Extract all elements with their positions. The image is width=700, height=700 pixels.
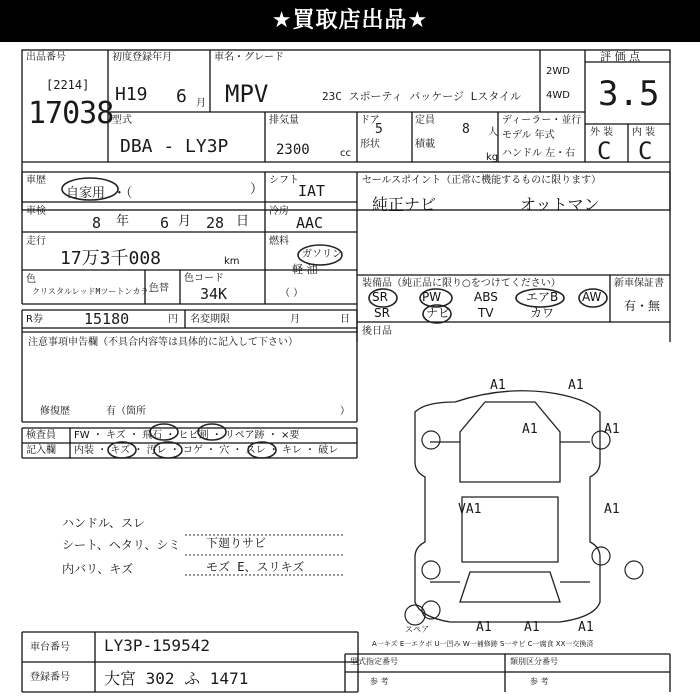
score-label: 評 価 点: [600, 50, 640, 63]
car-outline: [415, 391, 600, 622]
capacity-unit: 人: [488, 127, 498, 138]
warranty-value: 有・無: [624, 299, 661, 313]
warranty-label: 新車保証書: [614, 278, 664, 289]
notes-header: 注意事項申告欄（不具合内容等は具体的に記入して下さい）: [28, 337, 298, 348]
term-label: 名変期限: [190, 314, 230, 325]
equipment-item-row1-2: ABS: [474, 290, 498, 304]
lot-label: 出品番号: [26, 52, 66, 63]
inspection-year: 8: [92, 214, 102, 232]
handle-label: ハンドル 左・右: [502, 148, 576, 159]
remark-line-5: モズ E、スリキズ: [206, 560, 305, 574]
mileage-unit: km: [224, 256, 240, 267]
first-reg-era: H19: [115, 84, 148, 105]
fuel-paren: （ ）: [280, 288, 304, 299]
remark-line-2: シート、ヘタリ、シミ: [62, 538, 181, 552]
equipment-item-row1-3: エアB: [526, 290, 559, 304]
doors-value: 5: [375, 122, 383, 137]
doors-label: ドア: [360, 115, 380, 126]
ac-value: AAC: [296, 214, 324, 232]
remark-line-3: 内バリ、キズ: [62, 562, 134, 576]
type-label: 型式: [112, 115, 132, 126]
reference-label-2: 参 考: [530, 677, 549, 686]
sales-point-item-1: 純正ナビ: [372, 195, 437, 214]
history-value: 自家用 ・（: [66, 186, 133, 201]
type-value: DBA - LY3P: [120, 136, 229, 157]
inspection-year-suffix: 年: [116, 214, 130, 229]
shape-label: 形状: [360, 139, 380, 150]
exterior-grade: C: [597, 137, 612, 165]
inspection-label: 車検: [26, 206, 46, 217]
r-ticket-unit: 円: [168, 314, 178, 325]
first-reg-label: 初度登録年月: [112, 52, 172, 63]
color-code-label: 色コード: [184, 273, 224, 284]
inspection-day: 28: [206, 214, 225, 232]
displacement-value: 2300: [276, 142, 310, 158]
color-label: 色: [26, 274, 36, 285]
drive-4wd: 4WD: [546, 90, 570, 101]
ac-label: 冷房: [269, 206, 289, 217]
sheet-grid-lines: [0, 42, 700, 700]
registration-value: 大宮 302 ふ 1471: [104, 669, 249, 688]
model-label: 車名・グレード: [214, 52, 284, 63]
fuel-diesel: 軽 油: [292, 263, 318, 276]
cc-unit: cc: [340, 148, 351, 159]
damage-mark-4: VA1: [458, 502, 482, 517]
remark-line-1: ハンドル、スレ: [62, 516, 146, 530]
first-reg-month: 6: [176, 86, 187, 107]
drive-2wd: 2WD: [546, 66, 570, 77]
car-name: MPV: [225, 80, 269, 108]
repair-label: 修復歴: [40, 406, 70, 417]
damage-legend: A一キズ E一エクボ U一凹み W一補修跡 S一サビ C一腐食 XX一交換済: [372, 640, 594, 648]
damage-mark-0: A1: [490, 378, 506, 393]
capacity-label: 定員: [415, 115, 435, 126]
color-value: クリスタルレッドMツートンカラー: [32, 287, 157, 296]
damage-mark-5: A1: [604, 502, 620, 517]
damage-mark-1: A1: [568, 378, 584, 393]
damage-mark-3: A1: [604, 422, 620, 437]
type-designation-label: 型式指定番号: [350, 657, 398, 666]
lot-number: 17038: [28, 96, 114, 131]
lot-bracket: [2214]: [46, 78, 90, 92]
r-ticket-label: R券: [26, 314, 43, 325]
equipment-item-row2-3: カワ: [530, 306, 555, 320]
inspection-day-suffix: 日: [236, 214, 250, 229]
damage-mark-6: A1: [476, 620, 492, 635]
chassis-label: 車台番号: [30, 642, 70, 653]
history-close: ）: [250, 182, 264, 197]
record-label: 記入欄: [26, 445, 56, 456]
fuel-label: 燃料: [269, 236, 289, 247]
registration-label: 登録番号: [30, 672, 70, 683]
sales-point-label: セールスポイント（正常に機能するものに限ります）: [362, 175, 602, 186]
spare-label: スペア: [405, 625, 429, 634]
inspector-row-1: FW ・ キズ ・ 飛石 ・ ヒビ割 ・ リペア跡 ・ ×要: [74, 430, 300, 441]
history-label: 車歴: [26, 175, 46, 186]
displacement-label: 排気量: [269, 115, 299, 126]
interior-grade: C: [638, 137, 653, 165]
inspection-month-suffix: 月: [178, 214, 192, 229]
damage-mark-8: A1: [578, 620, 594, 635]
term-month-suffix: 月: [290, 314, 300, 325]
term-day-suffix: 日: [340, 314, 350, 325]
equipment-item-row2-2: TV: [478, 306, 494, 320]
tire-circles: [405, 431, 643, 625]
repair-close: ）: [340, 406, 350, 417]
reference-label-1: 参 考: [370, 677, 389, 686]
chassis-value: LY3P-159542: [104, 636, 210, 655]
shift-label: シフト: [269, 175, 299, 186]
color-code-value: 34K: [200, 285, 228, 303]
capacity-value: 8: [462, 122, 470, 137]
model-year-label: モデル 年式: [502, 130, 555, 141]
sales-point-item-2: オットマン: [520, 195, 600, 214]
grade: 23C スポーティ パッケージ Lスタイル: [322, 90, 522, 103]
first-reg-month-suffix: 月: [196, 98, 206, 109]
paint-label: 色替: [149, 283, 169, 294]
exterior-label: 外 装: [590, 127, 614, 138]
mileage-value: 17万3千008: [60, 248, 162, 269]
equipment-item-row1-1: PW: [422, 290, 442, 304]
shift-value: IAT: [298, 182, 326, 200]
inspector-row-2: 内装 ・ キズ ・ 汚レ ・ コゲ ・ 穴 ・ スレ ・ キレ ・ 破レ: [74, 445, 339, 456]
score: 3.5: [598, 74, 660, 114]
inspection-month: 6: [160, 214, 170, 232]
r-ticket-value: 15180: [84, 310, 130, 328]
equipment-item-row1-4: AW: [582, 290, 602, 304]
equipment-item-row2-0: SR: [374, 306, 390, 320]
title-banner: ★買取店出品★: [0, 0, 700, 42]
kg-unit: kg: [486, 152, 499, 163]
auction-sheet: [0, 42, 700, 700]
damage-mark-7: A1: [524, 620, 540, 635]
damage-mark-2: A1: [522, 422, 538, 437]
equipment-label: 装備品（純正品に限り○をつけてください）: [362, 278, 561, 289]
equipment-item-row1-0: SR: [372, 290, 388, 304]
equipment-item-row2-1: ナビ: [426, 306, 451, 320]
load-label: 積載: [415, 139, 435, 150]
fuel-gas: ガソリン: [302, 249, 342, 260]
repair-value: 有（箇所: [106, 406, 146, 417]
mileage-label: 走行: [26, 236, 46, 247]
remark-line-4: 下廻りサビ: [206, 536, 267, 550]
dealer-label: ディーラー・並行: [502, 115, 582, 126]
rear-label: 後日品: [362, 326, 392, 337]
interior-label: 内 装: [632, 127, 656, 138]
inspector-label: 検査員: [26, 430, 56, 441]
category-label: 類別区分番号: [510, 657, 558, 666]
